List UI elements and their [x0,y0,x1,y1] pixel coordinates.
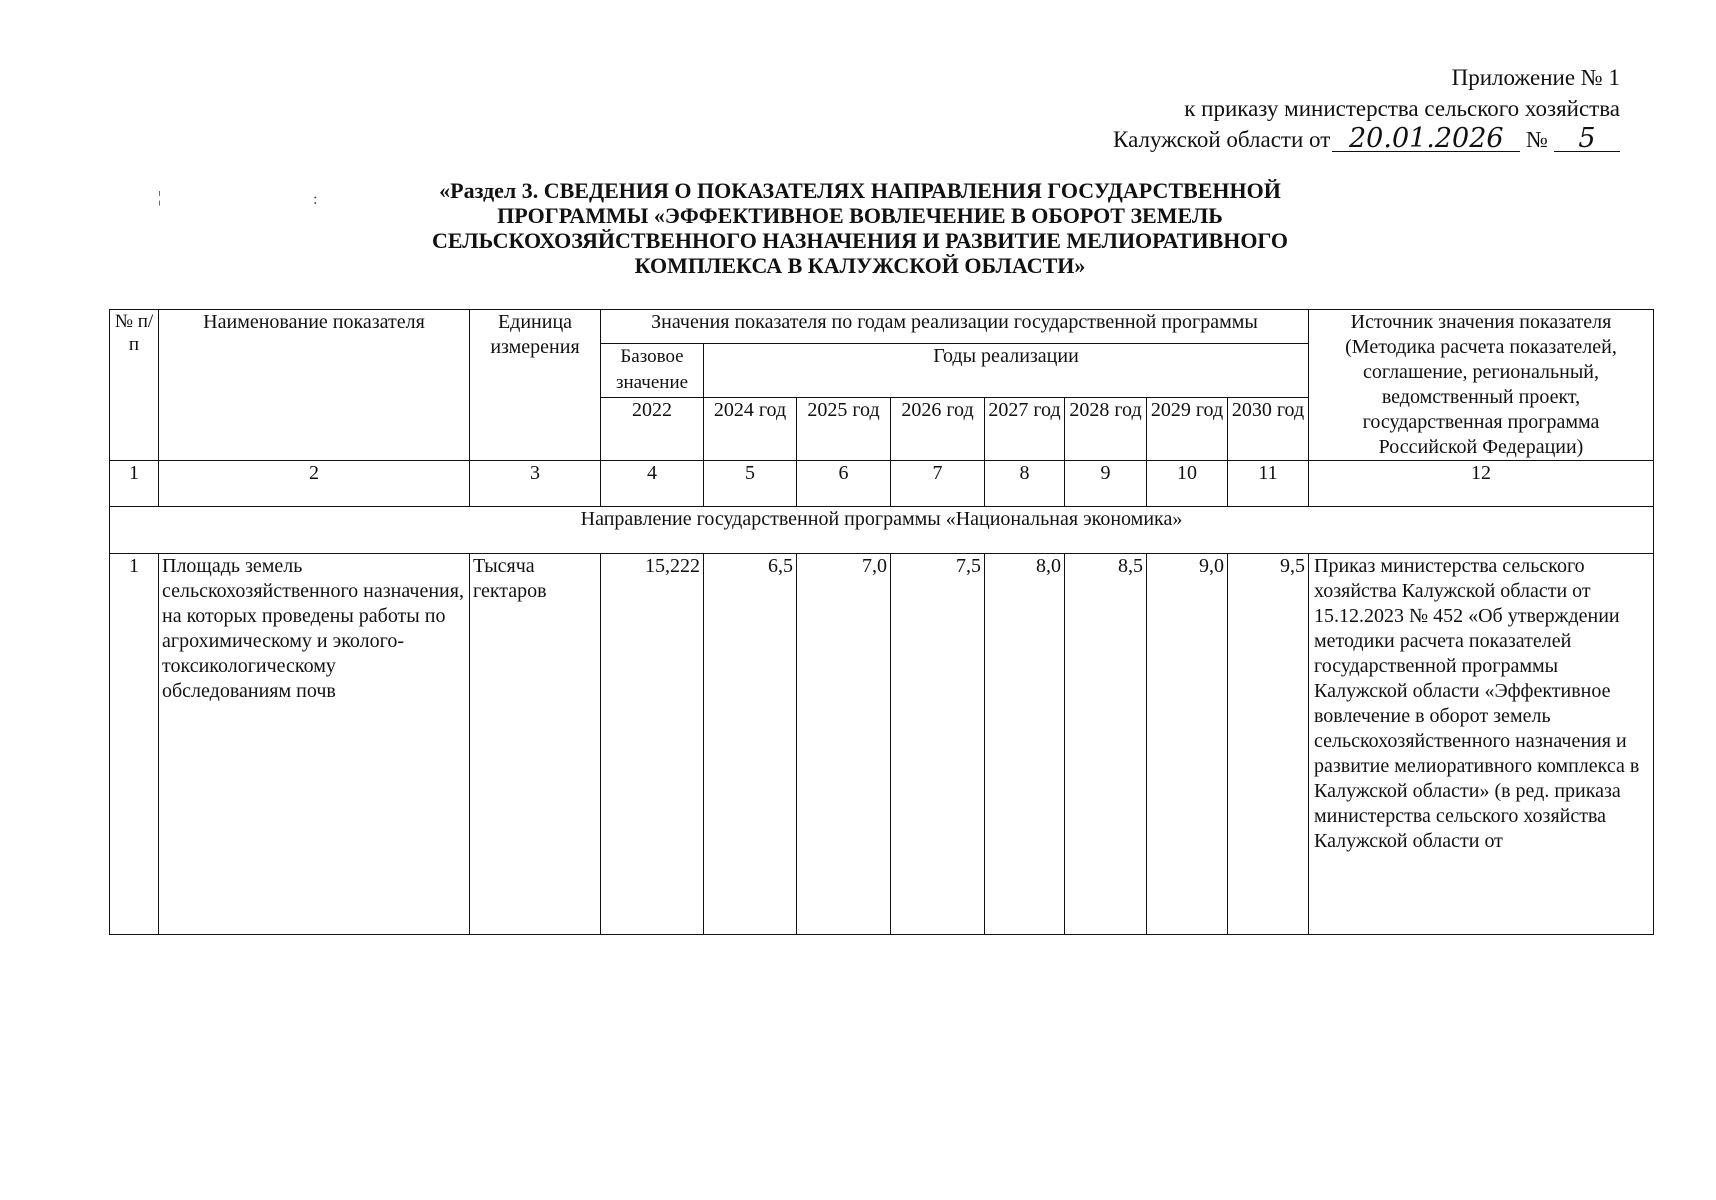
scan-mark: : [313,191,318,208]
handwritten-date: 20.01.2026 [1332,127,1520,152]
header-base-year: 2022 [601,398,704,461]
header-values-group: Значения показателя по годам реализации государственной программы [601,310,1309,344]
section-title-line: ПРОГРАММЫ «ЭФФЕКТИВНОЕ ВОВЛЕЧЕНИЕ В ОБОРОТ ЗЕМЕЛЬ [497,203,1223,228]
header-name: Наименование показателя [159,310,470,461]
row-num: 1 [110,554,159,935]
row-value-2024: 6,5 [704,554,797,935]
section-title [300,178,1420,278]
appendix-date-prefix: Калужской области от [1113,127,1331,152]
column-number: 12 [1309,461,1654,507]
appendix-order-ref: к приказу министерства сельского хозяйства [1184,96,1620,121]
column-number: 5 [704,461,797,507]
column-number: 7 [891,461,985,507]
header-num: № п/п [110,310,159,461]
table-row [110,554,1654,935]
header-base: Базовое значение [601,344,704,398]
handwritten-number: 5 [1554,127,1620,152]
column-number: 10 [1147,461,1228,507]
column-number: 2 [159,461,470,507]
column-number: 8 [985,461,1065,507]
header-unit: Единица измерения [470,310,601,461]
row-base-value: 15,222 [601,554,704,935]
header-year: 2028 год [1065,398,1147,461]
header-source: Источник значения показателя (Методика расчета показателей, соглашение, региональный, ведомственный проект, государственная программа Российской Федерации) [1309,310,1654,461]
column-number-row [110,461,1654,507]
column-number: 6 [797,461,891,507]
header-year: 2026 год [891,398,985,461]
appendix-date-line [1113,124,1620,155]
scan-mark: ¦ [158,189,162,206]
appendix-title: Приложение № 1 [1451,65,1620,90]
column-number: 11 [1228,461,1309,507]
section-title-line: «Раздел 3. СВЕДЕНИЯ О ПОКАЗАТЕЛЯХ НАПРАВЛЕНИЯ ГОСУДАРСТВЕННОЙ [439,178,1281,203]
header-row [110,310,1654,344]
header-year: 2024 год [704,398,797,461]
row-value-2027: 8,0 [985,554,1065,935]
direction-title: Направление государственной программы «Национальная экономика» [110,507,1654,554]
header-years-group: Годы реализации [704,344,1309,398]
row-value-2025: 7,0 [797,554,891,935]
column-number: 3 [470,461,601,507]
header-year: 2027 год [985,398,1065,461]
row-value-2026: 7,5 [891,554,985,935]
row-unit: Тысяча гектаров [470,554,601,935]
row-indicator-name: Площадь земель сельскохозяйственного назначения, на которых проведены работы по агрохимическому и эколого-токсикологическому обследованиям почв [159,554,470,935]
row-value-2028: 8,5 [1065,554,1147,935]
direction-row [110,507,1654,554]
number-label: № [1526,127,1548,152]
header-year: 2029 год [1147,398,1228,461]
column-number: 4 [601,461,704,507]
row-value-2029: 9,0 [1147,554,1228,935]
row-source: Приказ министерства сельского хозяйства Калужской области от 15.12.2023 № 452 «Об утверждении методики расчета показателей государственной программы Калужской области «Эффективное вовлечение в оборот земель сельскохозяйственного назначения и развитие мелиоративного комплекса в Калужской области» (в ред. приказа министерства сельского хозяйства Калужской области от [1309,554,1654,935]
appendix-block [1113,62,1620,155]
indicators-table [109,309,1654,935]
header-year: 2025 год [797,398,891,461]
section-title-line: КОМПЛЕКСА В КАЛУЖСКОЙ ОБЛАСТИ» [634,253,1086,278]
column-number: 1 [110,461,159,507]
section-title-line: СЕЛЬСКОХОЗЯЙСТВЕННОГО НАЗНАЧЕНИЯ И РАЗВИТИЕ МЕЛИОРАТИВНОГО [432,228,1288,253]
column-number: 9 [1065,461,1147,507]
header-year: 2030 год [1228,398,1309,461]
row-value-2030: 9,5 [1228,554,1309,935]
